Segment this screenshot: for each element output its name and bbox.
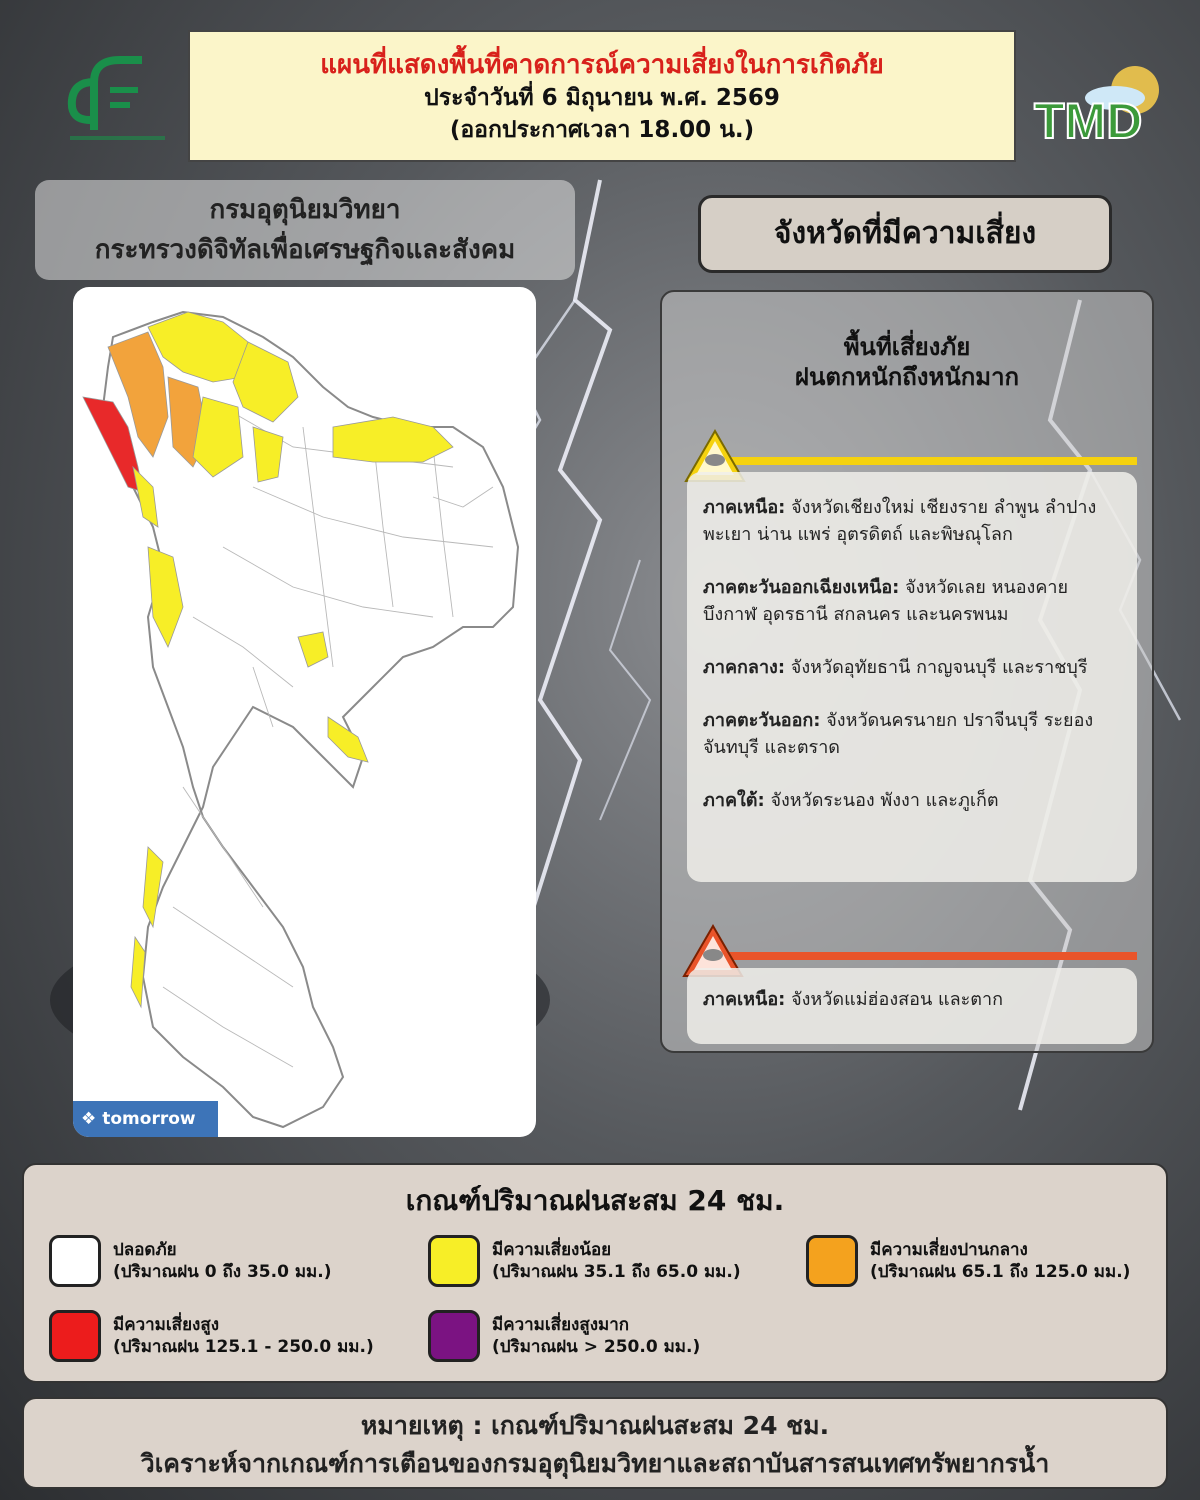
legend-range: (ปริมาณฝน 0 ถึง 35.0 มม.) <box>113 1262 332 1282</box>
date-line: ประจำวันที่ 6 มิถุนายน พ.ศ. 2569 <box>424 85 780 111</box>
legend-label: มีความเสี่ยงปานกลาง <box>870 1240 1028 1260</box>
region-label: ภาคเหนือ: <box>703 497 786 518</box>
legend-range: (ปริมาณฝน 125.1 - 250.0 มม.) <box>113 1337 374 1357</box>
risk-heading-line2: ฝนตกหนักถึงหนักมาก <box>794 363 1020 391</box>
province-list: จังหวัดอุทัยธานี กาญจนบุรี และราชบุรี <box>790 657 1088 678</box>
province-list: จังหวัดเชียงใหม่ เชียงราย ลำพูน ลำปาง พะเยา น่าน แพร่ อุตรดิตถ์ และพิษณุโลก <box>703 497 1097 545</box>
tmd-logo-icon <box>1030 60 1180 150</box>
legend-low <box>428 1235 741 1287</box>
rain-criteria-legend <box>22 1163 1168 1383</box>
yellow-risk-card <box>687 472 1137 882</box>
legend-label: มีความเสี่ยงสูง <box>113 1315 220 1335</box>
yellow-warning-line <box>702 457 1137 465</box>
legend-safe <box>49 1235 331 1287</box>
header-box <box>188 30 1016 162</box>
tmd-logo-text: TMD <box>1034 93 1143 149</box>
region-label: ภาคกลาง: <box>703 657 786 678</box>
region-east <box>703 707 1121 761</box>
agency-label <box>35 180 575 280</box>
legend-very-high <box>428 1310 700 1362</box>
ministry-logo <box>60 50 175 145</box>
criteria-title: เกณฑ์ปริมาณฝนสะสม 24 ชม. <box>405 1184 785 1217</box>
legend-swatch-high <box>49 1310 101 1362</box>
note-line1: หมายเหตุ : เกณฑ์ปริมาณฝนสะสม 24 ชม. <box>360 1411 830 1440</box>
region-label: ภาคเหนือ: <box>703 989 786 1010</box>
footnote <box>22 1397 1168 1489</box>
province-list: จังหวัดแม่ฮ่องสอน และตาก <box>791 989 1003 1010</box>
legend-label: มีความเสี่ยงน้อย <box>492 1240 612 1260</box>
province-list: จังหวัดระนอง พังงา และภูเก็ต <box>770 790 999 811</box>
region-label: ภาคตะวันออก: <box>703 710 821 731</box>
legend-swatch-safe <box>49 1235 101 1287</box>
agency-name: กรมอุตุนิยมวิทยา <box>209 195 401 225</box>
thailand-map <box>73 287 536 1137</box>
region-south <box>703 787 1121 814</box>
legend-label: ปลอดภัย <box>113 1240 177 1260</box>
legend-swatch-low <box>428 1235 480 1287</box>
risk-map <box>73 287 536 1137</box>
issue-time: (ออกประกาศเวลา 18.00 น.) <box>449 117 755 143</box>
province-list: จังหวัดเลย หนองคาย บึงกาฬ อุดรธานี สกลนคร และนครพนม <box>703 577 1069 625</box>
legend-range: (ปริมาณฝน 35.1 ถึง 65.0 มม.) <box>492 1262 741 1282</box>
region-label: ภาคใต้: <box>703 790 765 811</box>
tomorrow-attribution <box>73 1101 218 1137</box>
legend-label: มีความเสี่ยงสูงมาก <box>492 1315 630 1335</box>
risk-heading <box>662 332 1152 392</box>
attribution-text: tomorrow <box>102 1109 196 1129</box>
legend-high <box>49 1310 374 1362</box>
legend-swatch-very-high <box>428 1310 480 1362</box>
ministry-name: กระทรวงดิจิทัลเพื่อเศรษฐกิจและสังคม <box>94 235 516 265</box>
risk-provinces-title: จังหวัดที่มีความเสี่ยง <box>698 195 1112 273</box>
region-central <box>703 654 1121 681</box>
orange-risk-card <box>687 968 1137 1044</box>
legend-range: (ปริมาณฝน > 250.0 มม.) <box>492 1337 701 1357</box>
legend-swatch-medium <box>806 1235 858 1287</box>
page-title: แผนที่แสดงพื้นที่คาดการณ์ความเสี่ยงในการเกิดภัย <box>320 50 884 80</box>
legend-range: (ปริมาณฝน 65.1 ถึง 125.0 มม.) <box>870 1262 1131 1282</box>
risk-heading-line1: พื้นที่เสี่ยงภัย <box>843 333 971 361</box>
region-north <box>703 494 1121 548</box>
region-north-orange <box>703 986 1121 1013</box>
tmd-logo <box>1030 60 1180 150</box>
risk-panel <box>660 290 1154 1053</box>
region-label: ภาคตะวันออกเฉียงเหนือ: <box>703 577 900 598</box>
legend-medium <box>806 1235 1130 1287</box>
orange-warning-line <box>702 952 1137 960</box>
tomorrow-logo-icon: ❖ <box>81 1109 97 1129</box>
province-list: จังหวัดนครนายก ปราจีนบุรี ระยอง จันทบุรี และตราด <box>703 710 1094 758</box>
region-northeast <box>703 574 1121 628</box>
note-line2: วิเคราะห์จากเกณฑ์การเตือนของกรมอุตุนิยมวิทยาและสถาบันสารสนเทศทรัพยากรน้ำ <box>140 1449 1050 1478</box>
ministry-logo-icon <box>60 50 175 145</box>
